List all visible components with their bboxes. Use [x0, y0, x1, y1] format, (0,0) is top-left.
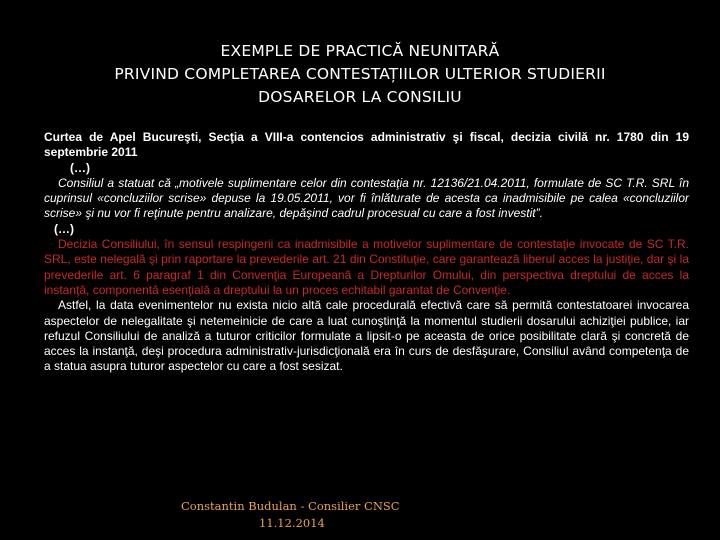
footer-author: Constantin Budulan - Consilier CNSC — [181, 499, 400, 513]
ellipsis-1: (…) — [70, 160, 90, 175]
council-quote: Consiliul a statuat că „motivele suplimentare celor din contestaţia nr. 12136/21.04.2011, formulate de SC T.R. SRL în cuprinsul «concluziilor scrise» depuse la 19.05.2011, vor fi înlăturate de acesta ca inadmisibile pe calea «concluziilor scrise» şi nu vor fi reţinute pentru analizare, depăşind cadrul procesual cu care a fost investit”. — [44, 175, 689, 221]
ellipsis-2: (…) — [54, 221, 74, 236]
title-line-1: EXEMPLE DE PRACTICĂ NEUNITARĂ — [220, 42, 500, 60]
slide-footer — [181, 498, 400, 532]
footer-date: 11.12.2014 — [259, 516, 325, 530]
conclusion-paragraph: Astfel, la data evenimentelor nu exista nicio altă cale procedurală efectivă care să permită contestatoarei invocarea aspectelor de nelegalitate şi netemeinicie de care a luat cunoştinţă la momentul studierii dosarului achiziţiei publice, iar refuzul Consiliului de analiză a tuturor criticilor formulate a lipsit-o pe aceasta de orice posibilitate clară şi concretă de acces la instanţă, deşi procedura administrativ-jurisdicţională era în curs de desfăşurare, Consiliul având competenţa de a statua asupra tuturor aspectelor cu care a fost sesizat. — [44, 298, 689, 374]
title-line-3: DOSARELOR LA CONSILIU — [258, 88, 462, 106]
slide-body — [44, 130, 689, 375]
title-line-2: PRIVIND COMPLETAREA CONTESTAȚIILOR ULTERIOR STUDIERII — [114, 65, 606, 83]
slide-title — [0, 40, 720, 109]
decision-paragraph: Decizia Consiliului, în sensul respingerii ca inadmisibile a motivelor suplimentare de contestaţie invocate de SC T.R. SRL, este nelegală şi prin raportare la prevederile art. 21 din Constituţie, care garantează liberul acces la justiţie, dar şi la prevederile art. 6 paragraf 1 din Convenţia Europeană a Drepturilor Omului, din perspectiva dreptului de acces la instanţă, componentă esenţială a dreptului la un proces echitabil garantat de Convenţie. — [44, 237, 689, 297]
court-reference: Curtea de Apel Bucureşti, Secţia a VIII-a contencios administrativ şi fiscal, decizia civilă nr. 1780 din 19 septembrie 2011 — [44, 130, 689, 160]
